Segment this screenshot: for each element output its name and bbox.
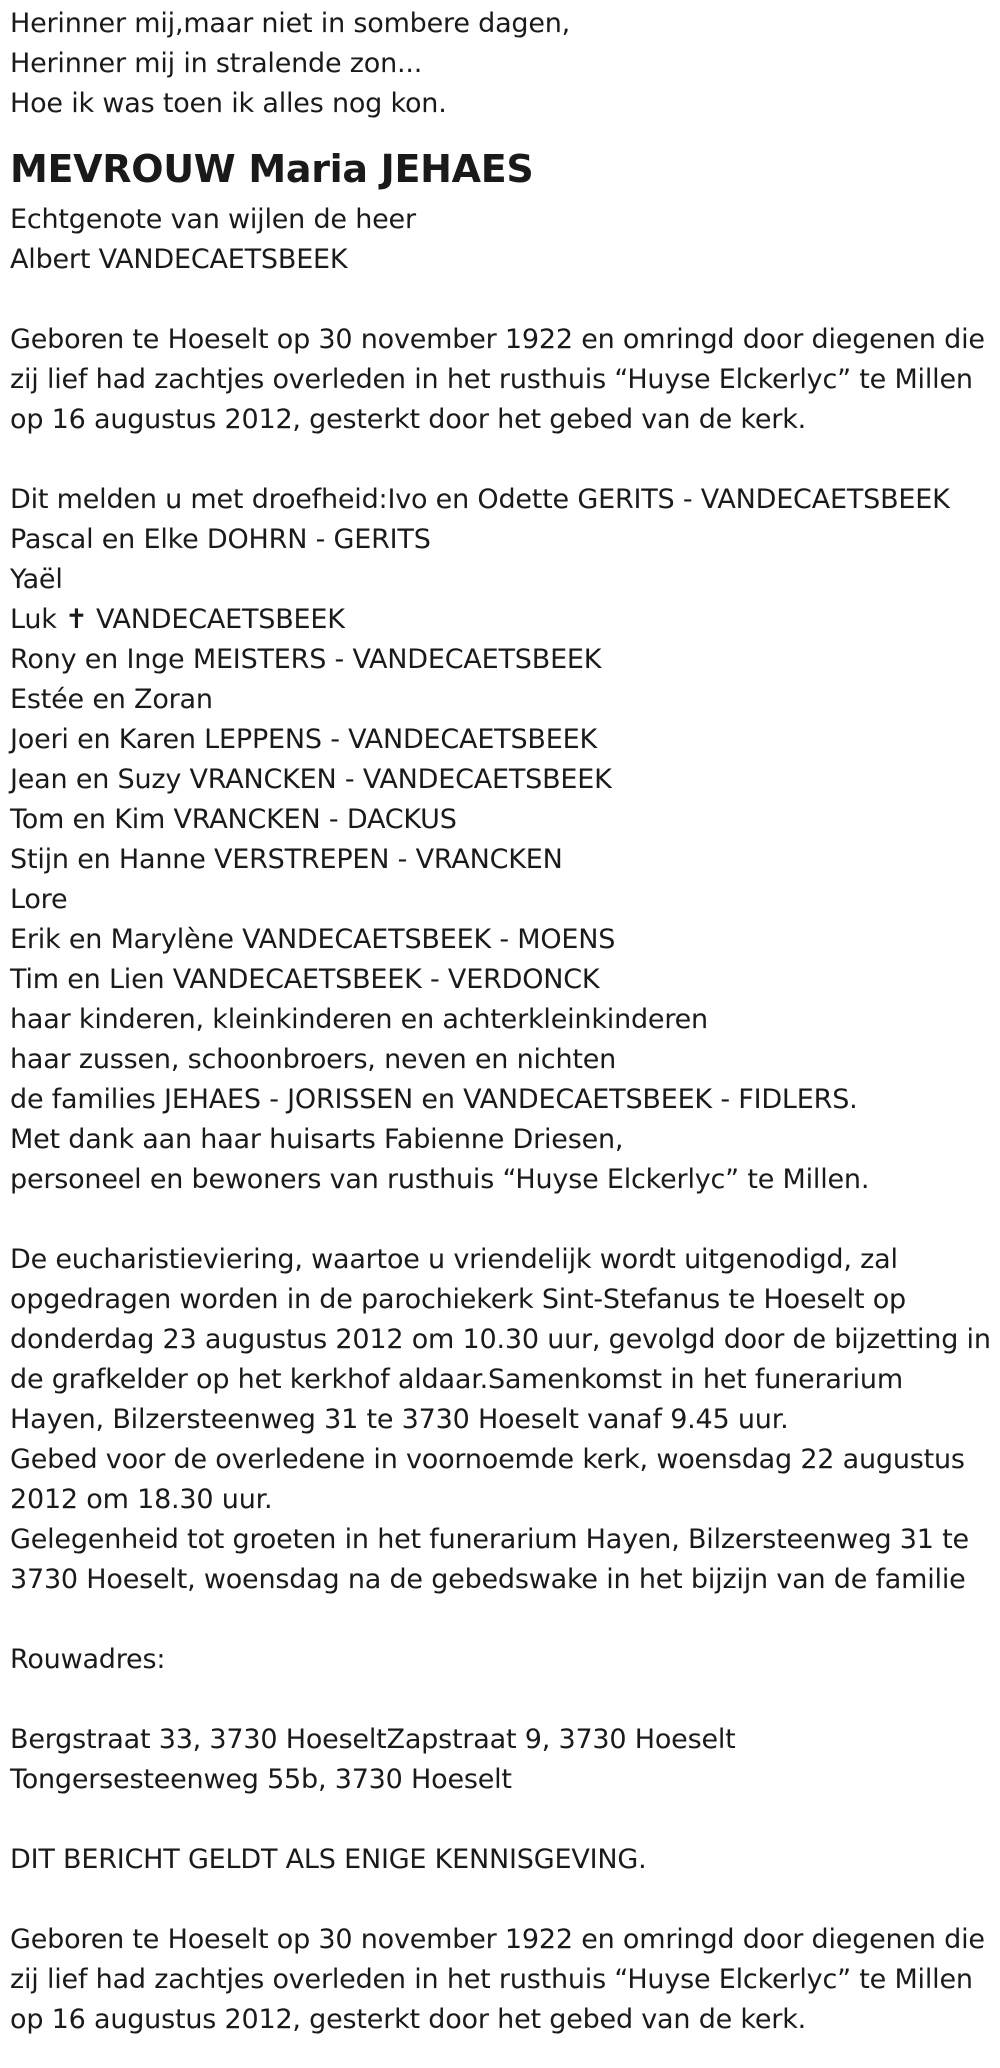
family-line: personeel en bewoners van rusthuis “Huyse Elckerlyc” te Millen.	[10, 1164, 870, 1195]
spacer	[10, 440, 995, 480]
text-line: op 16 augustus 2012, gesterkt door het gebed van de kerk.	[10, 2004, 807, 2035]
birth-death-paragraph-repeat	[10, 1920, 995, 2040]
text-line: 3730 Hoeselt, woensdag na de gebedswake in het bijzijn van de familie	[10, 1564, 966, 1595]
family-line: Met dank aan haar huisarts Fabienne Driesen,	[10, 1124, 624, 1155]
spouse-line: Echtgenote van wijlen de heer	[10, 204, 416, 235]
text-line: donderdag 23 augustus 2012 om 10.30 uur, gevolgd door de bijzetting in	[10, 1324, 991, 1355]
family-line: Jean en Suzy VRANCKEN - VANDECAETSBEEK	[10, 764, 612, 795]
spouse-info	[10, 200, 995, 280]
birth-death-paragraph	[10, 320, 995, 440]
text-line: Gelegenheid tot groeten in het funerarium Hayen, Bilzersteenweg 31 te	[10, 1524, 969, 1555]
text-line: Hayen, Bilzersteenweg 31 te 3730 Hoeselt vanaf 9.45 uur.	[10, 1404, 789, 1435]
text-line: zij lief had zachtjes overleden in het rusthuis “Huyse Elckerlyc” te Millen	[10, 1964, 973, 1995]
text-line: zij lief had zachtjes overleden in het rusthuis “Huyse Elckerlyc” te Millen	[10, 364, 973, 395]
spacer	[10, 280, 995, 320]
text-line: Gebed voor de overledene in voornoemde kerk, woensdag 22 augustus	[10, 1444, 965, 1475]
family-line: Dit melden u met droefheid:Ivo en Odette GERITS - VANDECAETSBEEK	[10, 484, 950, 515]
cross-icon: ✝	[65, 604, 88, 635]
family-line: Estée en Zoran	[10, 684, 213, 715]
ceremony-paragraph	[10, 1240, 995, 1600]
obituary-document	[10, 4, 995, 2040]
family-line: haar zussen, schoonbroers, neven en nichten	[10, 1044, 617, 1075]
family-line: Stijn en Hanne VERSTREPEN - VRANCKEN	[10, 844, 563, 875]
family-list	[10, 480, 995, 1200]
family-line: haar kinderen, kleinkinderen en achterkleinkinderen	[10, 1004, 708, 1035]
spacer	[10, 1200, 995, 1240]
text-line: op 16 augustus 2012, gesterkt door het gebed van de kerk.	[10, 404, 807, 435]
family-line-luk	[10, 600, 995, 640]
address-line: Bergstraat 33, 3730 HoeseltZapstraat 9, 3730 Hoeselt	[10, 1724, 736, 1755]
family-line: Rony en Inge MEISTERS - VANDECAETSBEEK	[10, 644, 602, 675]
address-block	[10, 1720, 995, 1800]
deceased-name: MEVROUW Maria JEHAES	[10, 147, 534, 191]
poem	[10, 4, 995, 124]
luk-first-name: Luk	[10, 604, 57, 635]
family-line: Pascal en Elke DOHRN - GERITS	[10, 524, 431, 555]
spacer	[10, 1680, 995, 1720]
spacer	[10, 1880, 995, 1920]
text-line: Geboren te Hoeselt op 30 november 1922 en omringd door diegenen die	[10, 1924, 985, 1955]
family-line: Yaël	[10, 564, 63, 595]
text-line: 2012 om 18.30 uur.	[10, 1484, 273, 1515]
family-line: de families JEHAES - JORISSEN en VANDECAETSBEEK - FIDLERS.	[10, 1084, 858, 1115]
text-line: Geboren te Hoeselt op 30 november 1922 en omringd door diegenen die	[10, 324, 985, 355]
poem-line: Herinner mij,maar niet in sombere dagen,	[10, 8, 571, 39]
luk-last-name: VANDECAETSBEEK	[95, 604, 345, 635]
text-line: De eucharistieviering, waartoe u vriendelijk wordt uitgenodigd, zal	[10, 1244, 898, 1275]
family-line: Tom en Kim VRANCKEN - DACKUS	[10, 804, 457, 835]
text-line: opgedragen worden in de parochiekerk Sint-Stefanus te Hoeselt op	[10, 1284, 906, 1315]
poem-line: Herinner mij in stralende zon...	[10, 48, 423, 79]
rouwadres-label: Rouwadres:	[10, 1644, 166, 1675]
notice-text: DIT BERICHT GELDT ALS ENIGE KENNISGEVING.	[10, 1844, 647, 1875]
poem-line: Hoe ik was toen ik alles nog kon.	[10, 88, 447, 119]
family-line: Joeri en Karen LEPPENS - VANDECAETSBEEK	[10, 724, 597, 755]
spacer	[10, 1800, 995, 1840]
family-line: Erik en Marylène VANDECAETSBEEK - MOENS	[10, 924, 616, 955]
address-line: Tongersesteenweg 55b, 3730 Hoeselt	[10, 1764, 512, 1795]
family-line: Tim en Lien VANDECAETSBEEK - VERDONCK	[10, 964, 600, 995]
spacer	[10, 1600, 995, 1640]
spouse-line: Albert VANDECAETSBEEK	[10, 244, 348, 275]
text-line: de grafkelder op het kerkhof aldaar.Samenkomst in het funerarium	[10, 1364, 903, 1395]
family-line: Lore	[10, 884, 68, 915]
